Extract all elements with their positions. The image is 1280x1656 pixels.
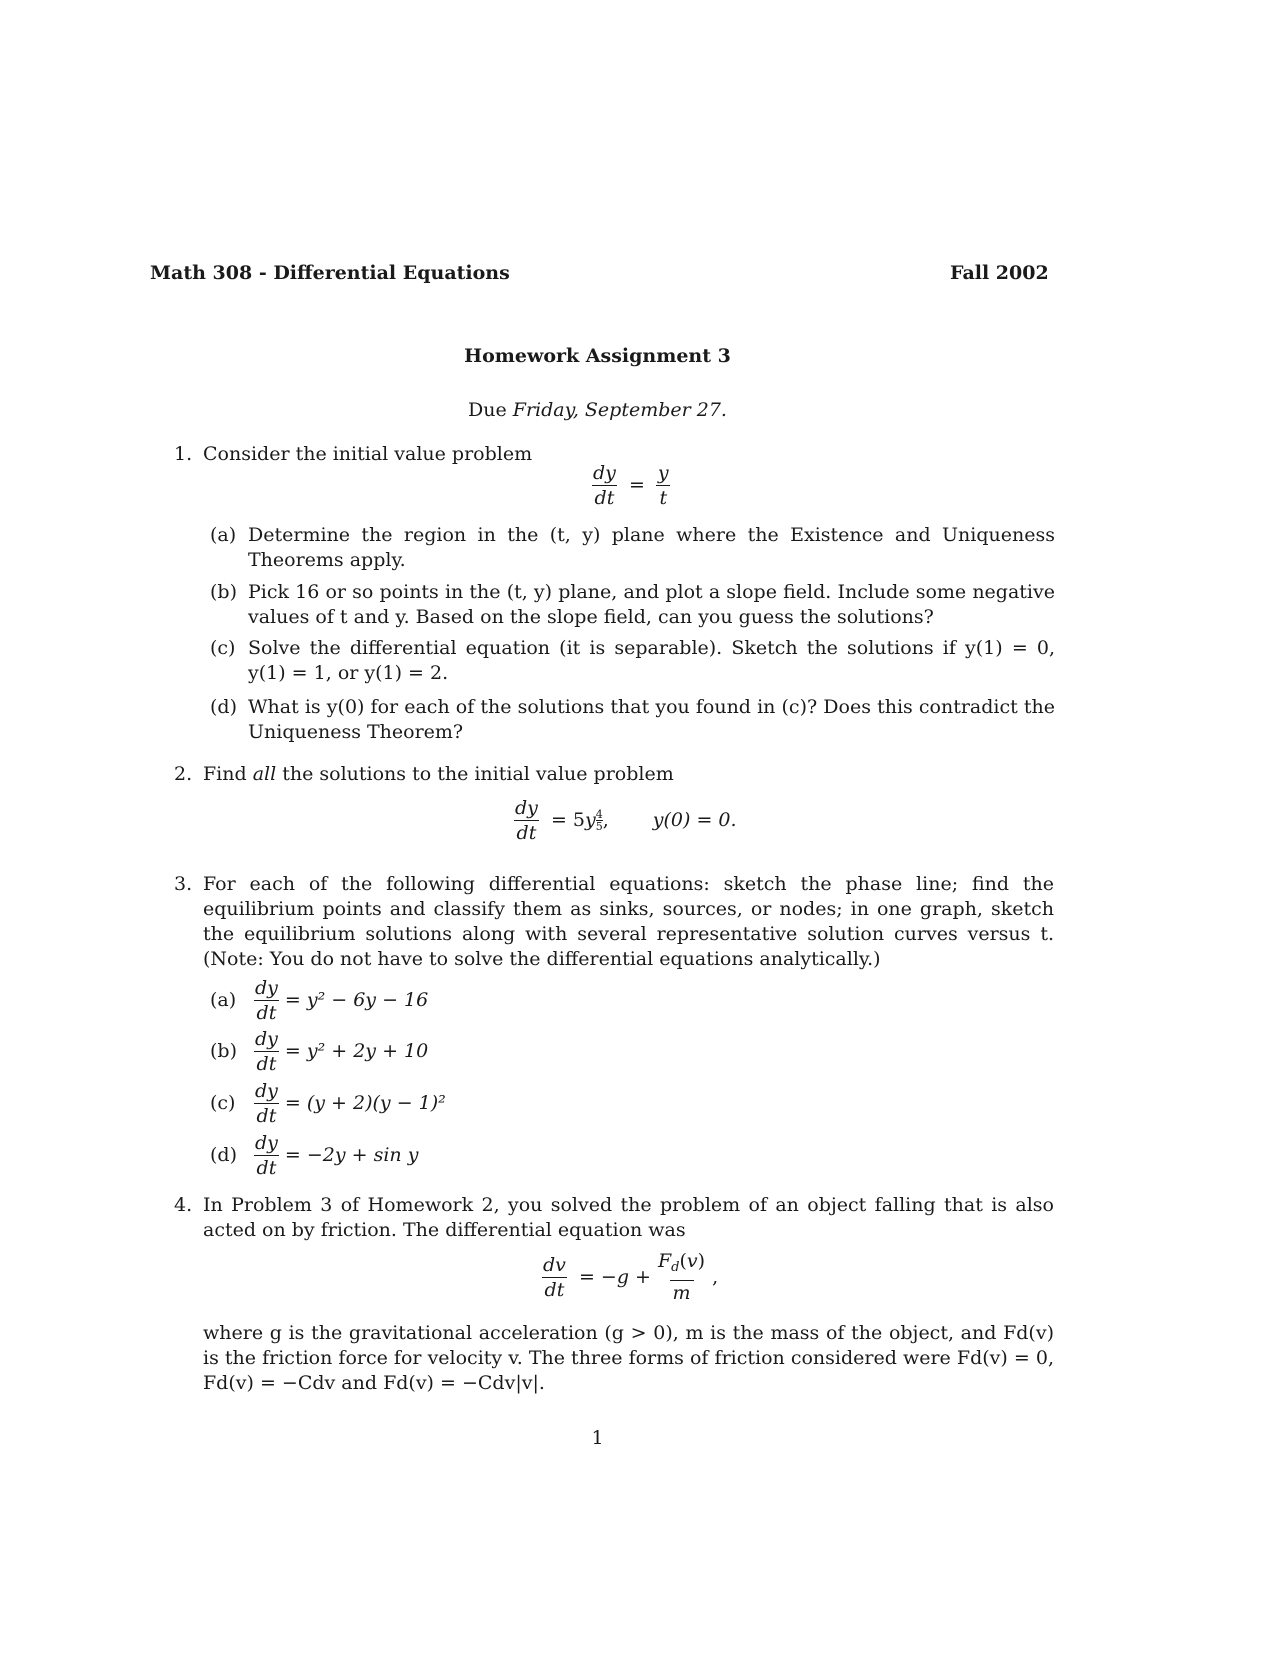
problem-3: 3. For each of the following differential equations: sketch the phase line; find the equilibrium points and classify them as sinks, sources, or nodes; in one graph, sketch the equilibrium solutions along with several representative solution curves versus t. (Note: You do not have to solve the differential equations analytically.) bbox=[174, 873, 1054, 970]
equation-2: $\frac{dy}{dt}$ = 5y 4 5 , y(0) = 0. bbox=[515, 797, 737, 844]
equation-1: $\frac{dy}{dt}$ = $\frac{y}{t}$ bbox=[593, 462, 669, 509]
page-number: 1 bbox=[591, 1427, 604, 1449]
problem-number: 1. bbox=[174, 443, 193, 465]
due-date: Friday, September 27. bbox=[512, 399, 727, 421]
problem-1-part-a: (a) Determine the region in the (t, y) plane where the Existence and Uniqueness Theorems apply. bbox=[210, 524, 1055, 571]
problem-3-part-c: (c) $\frac{dy}{dt}$ = (y + 2)(y − 1)² bbox=[210, 1080, 446, 1127]
problem-1-intro: Consider the initial value problem bbox=[203, 443, 533, 465]
problem-1-part-c: (c) Solve the differential equation (it is separable). Sketch the solutions if y(1) = 0, y(1) = 1, or y(1) = 2. bbox=[210, 637, 1055, 684]
assignment-title: Homework Assignment 3 bbox=[464, 345, 731, 367]
problem-2: 2. Find all the solutions to the initial value problem bbox=[174, 763, 674, 785]
term: Fall 2002 bbox=[950, 262, 1049, 284]
problem-3-part-a: (a) $\frac{dy}{dt}$ = y² − 6y − 16 bbox=[210, 977, 429, 1024]
problem-4-continuation: where g is the gravitational acceleration (g > 0), m is the mass of the object, and Fd(v) is the friction force for velocity v. The three forms of friction considered were Fd(v) = 0, Fd(v) = −Cdv and Fd(v) = −Cdv|v|. bbox=[203, 1322, 1054, 1394]
problem-1-part-d: (d) What is y(0) for each of the solutions that you found in (c)? Does this contradict the Uniqueness Theorem? bbox=[210, 696, 1055, 743]
problem-3-part-b: (b) $\frac{dy}{dt}$ = y² + 2y + 10 bbox=[210, 1028, 429, 1075]
initial-condition: y(0) = 0. bbox=[652, 809, 737, 831]
equation-4: $\frac{dv}{dt}$ = −g + $\frac{F_d(v)}{m}$ , bbox=[543, 1250, 719, 1304]
problem-1-part-b: (b) Pick 16 or so points in the (t, y) plane, and plot a slope field. Include some negative values of t and y. Based on the slope field, can you guess the solutions? bbox=[210, 581, 1055, 628]
course-title: Math 308 - Differential Equations bbox=[150, 262, 510, 284]
problem-4: 4. In Problem 3 of Homework 2, you solved the problem of an object falling that is also acted on by friction. The differential equation was bbox=[174, 1194, 1054, 1241]
due-line bbox=[0, 398, 1195, 423]
problem-3-part-d: (d) $\frac{dy}{dt}$ = −2y + sin y bbox=[210, 1132, 419, 1179]
due-prefix: Due bbox=[468, 399, 507, 421]
